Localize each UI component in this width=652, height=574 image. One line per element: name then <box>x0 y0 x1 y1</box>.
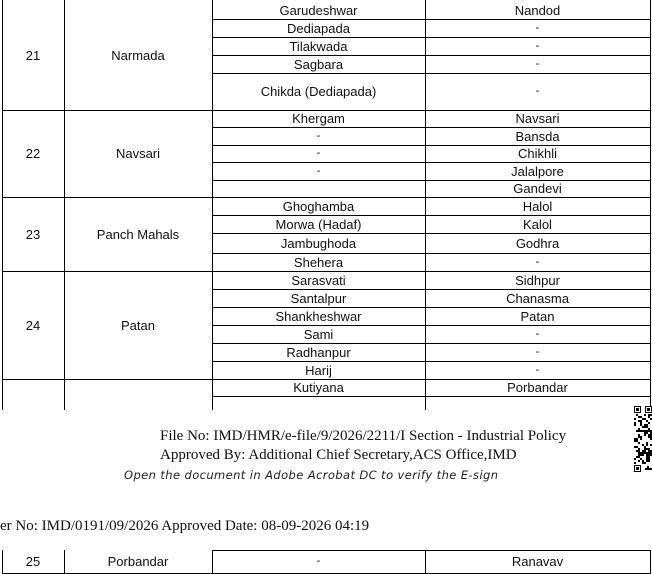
other-cell: - <box>535 39 540 52</box>
other-cell: - <box>535 85 540 97</box>
taluka-cell: Sagbara <box>293 56 344 72</box>
other-cell: - <box>535 255 540 268</box>
taluka-cell: Harij <box>305 362 332 378</box>
taluka-cell: Garudeshwar <box>279 3 358 18</box>
taluka-cell: - <box>316 129 321 142</box>
district-cell <box>64 379 212 410</box>
taluka-cell: Sami <box>303 326 334 342</box>
serial-number-cell: 22 <box>25 146 41 161</box>
other-cell: - <box>535 57 540 70</box>
other-cell: Ranavav <box>511 553 564 569</box>
other-cell: - <box>535 21 540 34</box>
other-cell <box>425 396 650 410</box>
serial-number-cell <box>2 379 64 410</box>
other-cell: Nandod <box>514 3 561 18</box>
other-cell: Sidhpur <box>515 272 560 288</box>
other-cell: - <box>535 363 540 376</box>
other-cell: Navsari <box>515 111 560 126</box>
other-cell: Godhra <box>515 235 560 251</box>
taluka-cell: Ghoghamba <box>282 198 355 214</box>
taluka-cell: Shankheshwar <box>275 308 362 324</box>
other-cell: Patan <box>520 308 555 324</box>
taluka-cell: - <box>316 164 321 177</box>
taluka-cell: Sarasvati <box>291 272 346 288</box>
file-number-text: File No: IMD/HMR/e-file/9/2026/2211/I Section - Industrial Policy <box>160 428 567 444</box>
district-cell: Narmada <box>111 47 165 63</box>
taluka-cell: Khergam <box>292 111 345 126</box>
serial-number-cell: 24 <box>25 317 41 333</box>
order-number-text: er No: IMD/0191/09/2026 Approved Date: 08-09-2026 04:19 <box>0 518 370 534</box>
verify-note-text: Open the document in Adobe Acrobat DC to verify the E-sign <box>124 468 499 482</box>
other-cell: Chanasma <box>506 290 569 306</box>
taluka-cell <box>212 180 425 197</box>
other-cell: Jalalpore <box>511 163 564 179</box>
serial-number-cell: 25 <box>25 553 41 569</box>
taluka-cell: - <box>316 147 321 159</box>
taluka-cell: Tilakwada <box>289 38 348 54</box>
cell-border <box>650 550 651 574</box>
taluka-cell <box>212 396 425 410</box>
qr-code <box>634 406 652 472</box>
order-band <box>0 500 652 550</box>
taluka-cell: Shehera <box>293 254 344 270</box>
taluka-cell: Kutiyana <box>293 380 344 395</box>
other-cell: Porbandar <box>507 380 568 395</box>
cell-border <box>212 396 651 397</box>
serial-number-cell: 21 <box>25 47 41 63</box>
other-cell: - <box>535 345 540 358</box>
taluka-cell: Chikda (Dediapada) <box>260 84 377 99</box>
other-cell: Halol <box>522 198 553 214</box>
taluka-cell: Santalpur <box>290 290 347 306</box>
other-cell: Kalol <box>523 216 552 232</box>
district-cell: Patan <box>121 317 155 333</box>
taluka-cell: Dediapada <box>287 20 350 36</box>
district-cell: Panch Mahals <box>96 226 180 242</box>
other-cell: - <box>535 327 540 340</box>
approved-by-text: Approved By: Additional Chief Secretary,ACS Office,IMD <box>160 447 517 463</box>
district-cell: Navsari <box>115 146 161 161</box>
other-cell: Gandevi <box>513 181 562 196</box>
taluka-cell: Morwa (Hadaf) <box>275 216 362 232</box>
district-cell: Porbandar <box>107 553 169 569</box>
cell-border <box>650 0 651 410</box>
esign-footer <box>0 410 652 500</box>
taluka-cell: - <box>316 554 321 567</box>
other-cell: Bansda <box>515 128 560 144</box>
serial-number-cell: 23 <box>25 226 41 242</box>
other-cell: Chikhli <box>517 146 557 161</box>
taluka-cell: Jambughoda <box>280 235 357 251</box>
taluka-cell: Radhanpur <box>286 344 351 360</box>
